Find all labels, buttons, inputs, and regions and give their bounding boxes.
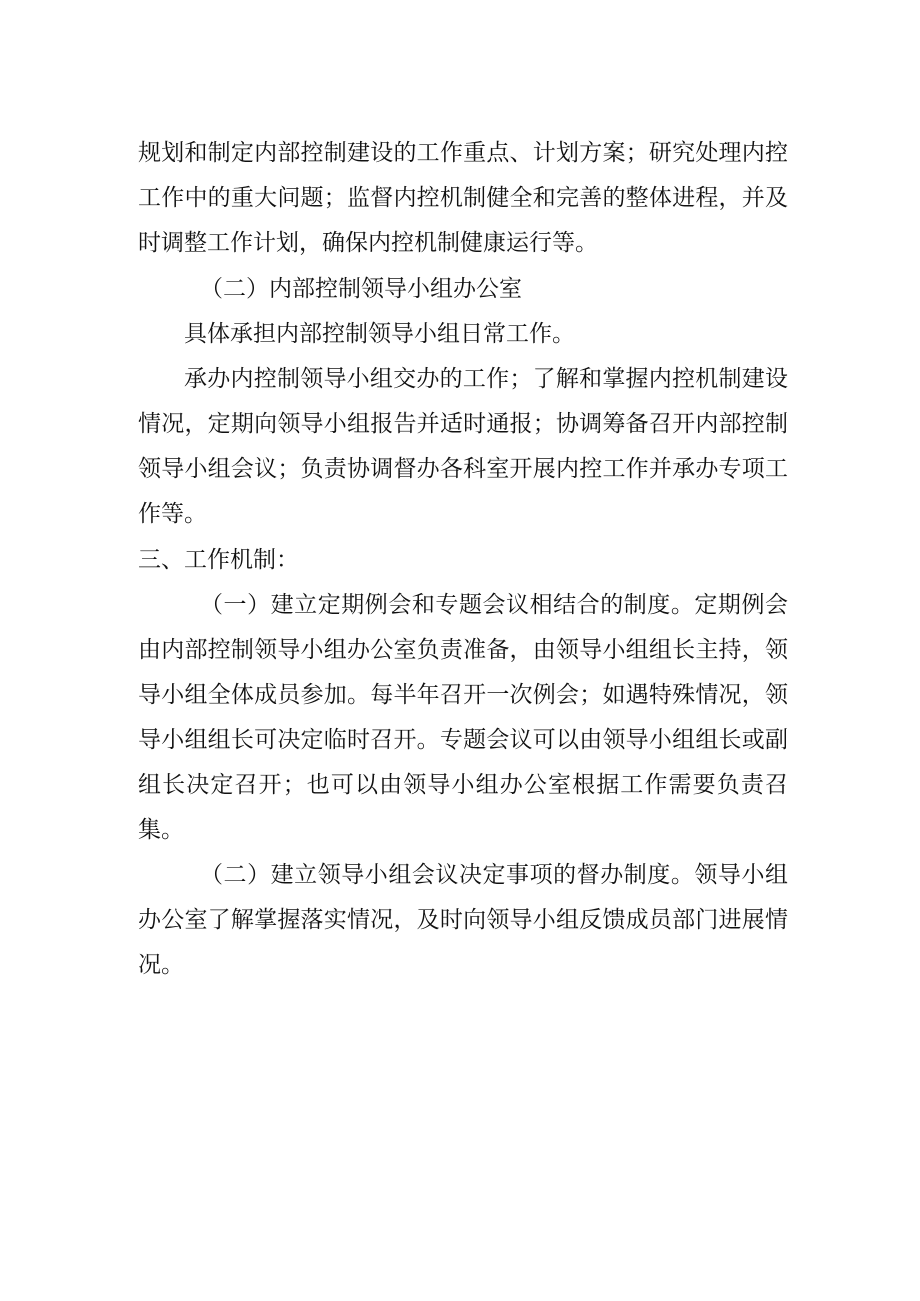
subheading-office: （二）内部控制领导小组办公室 xyxy=(200,276,522,302)
paragraph-meeting-system: （一）建立定期例会和专题会议相结合的制度。定期例会由内部控制领导小组办公室负责准备，由领导小组组长主持，领导小组全体成员参加。每半年召开一次例会；如遇特殊情况，领导小组组长可决定临时召开。专题会议可以由领导小组组长或副组长决定召开；也可以由领导小组办公室根据工作需要负责召集。 xyxy=(138,592,788,843)
paragraph-office-summary: 具体承担内部控制领导小组日常工作。 xyxy=(184,321,575,347)
document-body xyxy=(138,131,788,988)
paragraph-duties-continued: 规划和制定内部控制建设的工作重点、计划方案；研究处理内控工作中的重大问题；监督内控机制健全和完善的整体进程，并及时调整工作计划，确保内控机制健康运行等。 xyxy=(138,140,788,256)
paragraph-supervision-system: （二）建立领导小组会议决定事项的督办制度。领导小组办公室了解掌握落实情况，及时向领导小组反馈成员部门进展情况。 xyxy=(138,862,788,978)
heading-work-mechanism: 三、工作机制： xyxy=(138,547,299,573)
paragraph-office-duties: 承办内控制领导小组交办的工作；了解和掌握内控机制建设情况，定期向领导小组报告并适时通报；协调筹备召开内部控制领导小组会议；负责协调督办各科室开展内控工作并承办专项工作等。 xyxy=(138,366,788,527)
